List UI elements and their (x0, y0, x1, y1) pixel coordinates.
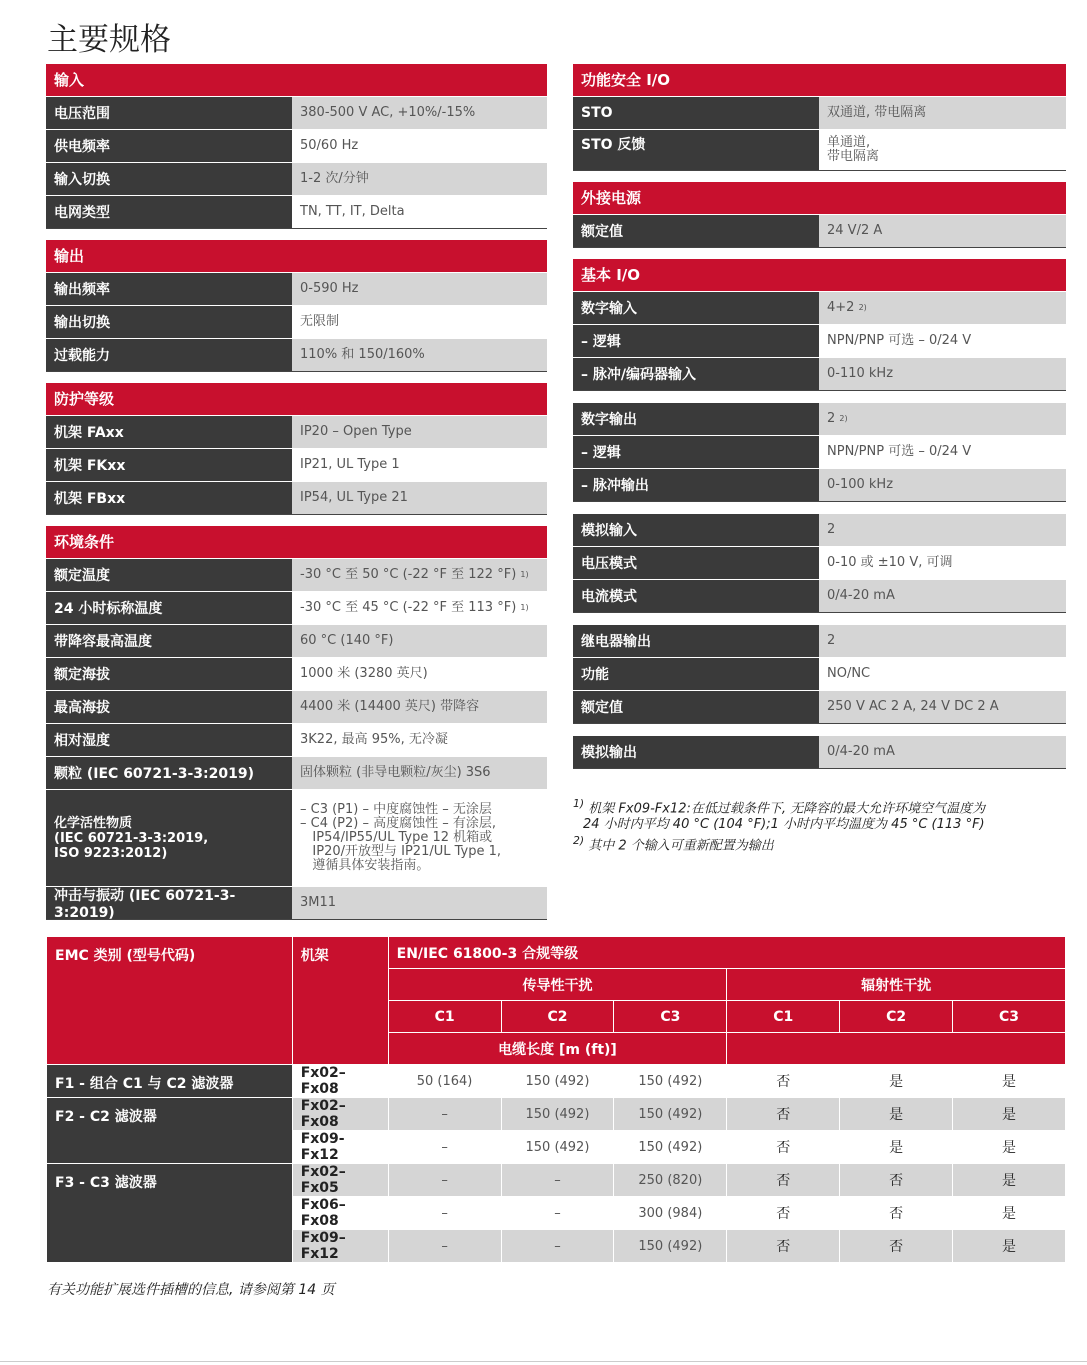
spec-section (573, 735, 1066, 769)
spec-value-text: 0-110 kHz (827, 366, 894, 381)
spec-row (573, 214, 1066, 248)
emc-cell: 150 (492) (501, 1065, 614, 1098)
emc-cell: 否 (727, 1131, 840, 1164)
spec-value-text: 2 (827, 522, 836, 537)
spec-value (819, 358, 1066, 390)
spec-section (573, 513, 1066, 613)
emc-class-header: C1 (727, 1001, 840, 1033)
emc-frame: Fx06–Fx08 (292, 1197, 388, 1230)
spec-label: 电压模式 (573, 547, 819, 579)
spec-row (46, 657, 547, 690)
emc-table (46, 936, 1066, 1263)
spec-row (46, 624, 547, 657)
emc-cell: – (388, 1164, 501, 1197)
emc-frame: Fx02–Fx08 (292, 1098, 388, 1131)
spec-value (292, 482, 547, 514)
spec-value-text: 380-500 V AC, +10%/-15% (300, 105, 476, 120)
spec-row (573, 624, 1066, 657)
spec-row (46, 756, 547, 789)
spec-value (819, 436, 1066, 468)
spec-label: 机架 FAxx (46, 416, 292, 448)
emc-cell: 150 (492) (501, 1098, 614, 1131)
spec-section (46, 526, 547, 920)
emc-cell: – (501, 1197, 614, 1230)
spec-label: 数字输出 (573, 403, 819, 435)
emc-cell: 是 (953, 1230, 1066, 1263)
spec-value-text: NO/NC (827, 666, 871, 681)
spec-row (46, 195, 547, 229)
spec-value (819, 403, 1066, 435)
spec-value-text: 3M11 (300, 895, 337, 910)
emc-frame: Fx09-Fx12 (292, 1131, 388, 1164)
spec-value-text: -30 °C 至 50 °C (-22 °F 至 122 °F) (300, 567, 517, 582)
spec-section (573, 182, 1066, 248)
spec-row (46, 591, 547, 624)
emc-cell: 否 (727, 1164, 840, 1197)
spec-label: STO (573, 97, 819, 129)
spec-value-text: 250 V AC 2 A, 24 V DC 2 A (827, 699, 999, 714)
spec-value-text: 2 (827, 633, 836, 648)
footnote-ref: 2) (858, 303, 867, 312)
spec-value-text: 无限制 (300, 314, 340, 329)
spec-value (819, 625, 1066, 657)
emc-category: F3 - C3 滤波器 (47, 1164, 293, 1263)
section-header: 输入 (46, 64, 547, 96)
emc-cell: – (501, 1164, 614, 1197)
spec-row (573, 690, 1066, 724)
emc-header-category: EMC 类别 (型号代码) (47, 937, 293, 1065)
emc-cell: 否 (727, 1065, 840, 1098)
spec-row (573, 291, 1066, 324)
spec-label: 化学活性物质 (IEC 60721-3-3:2019, ISO 9223:2012) (46, 790, 292, 886)
section-header: 防护等级 (46, 383, 547, 415)
spec-value-text: IP20 – Open Type (300, 424, 412, 439)
emc-class-header: C2 (501, 1001, 614, 1033)
spec-value-text: 2 (827, 411, 836, 426)
spec-value-text: TN, TT, IT, Delta (300, 204, 405, 219)
emc-cell: 300 (984) (614, 1197, 727, 1230)
spec-value-text: 4400 米 (14400 英尺) 带降容 (300, 699, 480, 714)
spec-row (46, 129, 547, 162)
emc-cell: – (388, 1098, 501, 1131)
spec-row (46, 789, 547, 886)
spec-row (46, 272, 547, 305)
spec-section (46, 240, 547, 372)
emc-cell: 150 (492) (614, 1230, 727, 1263)
emc-cell: 是 (953, 1164, 1066, 1197)
spec-value-text: 0/4-20 mA (827, 588, 895, 603)
spec-section (46, 64, 547, 229)
spec-value (819, 514, 1066, 546)
spec-value-text: 1-2 次/分钟 (300, 171, 369, 186)
spec-row (46, 448, 547, 481)
spec-row (573, 579, 1066, 613)
spec-value (292, 306, 547, 338)
spec-value-text: NPN/PNP 可选 – 0/24 V (827, 333, 972, 348)
spec-label: STO 反馈 (573, 130, 819, 170)
emc-row (47, 1065, 1066, 1098)
spec-value (292, 97, 547, 129)
spec-row (573, 468, 1066, 502)
spec-value (292, 691, 547, 723)
spec-row (573, 735, 1066, 769)
spec-value-text: -30 °C 至 45 °C (-22 °F 至 113 °F) (300, 600, 517, 615)
section-header: 环境条件 (46, 526, 547, 558)
emc-frame: Fx02–Fx08 (292, 1065, 388, 1098)
footnote-1-line-2: 24 小时内平均 40 °C (104 °F);1 小时内平均温度为 45 °C (113 °F) (583, 817, 985, 833)
spec-value (292, 724, 547, 756)
spec-value-text: NPN/PNP 可选 – 0/24 V (827, 444, 972, 459)
spec-value (819, 658, 1066, 690)
footnote-2-mark: 2) (573, 834, 585, 848)
spec-label: 额定值 (573, 691, 819, 723)
spec-row (573, 96, 1066, 129)
spec-row (46, 305, 547, 338)
emc-header-cable-length: 电缆长度 [m (ft)] (388, 1033, 727, 1065)
spec-label: 电网类型 (46, 196, 292, 228)
spec-row (46, 96, 547, 129)
spec-row (573, 402, 1066, 435)
spec-label: 颗粒 (IEC 60721-3-3:2019) (46, 757, 292, 789)
emc-header-frame: 机架 (292, 937, 388, 1065)
spec-value (292, 790, 547, 886)
emc-cell: 是 (953, 1131, 1066, 1164)
spec-row (46, 886, 547, 920)
spec-value (819, 97, 1066, 129)
spec-value (292, 887, 547, 919)
emc-cell: 150 (492) (614, 1098, 727, 1131)
spec-value (292, 559, 547, 591)
spec-section (573, 624, 1066, 724)
emc-cell: 150 (492) (614, 1131, 727, 1164)
spec-row (46, 690, 547, 723)
spec-label: 输出切换 (46, 306, 292, 338)
spec-value-text: IP54, UL Type 21 (300, 490, 408, 505)
emc-frame: Fx09–Fx12 (292, 1230, 388, 1263)
spec-row (573, 546, 1066, 579)
emc-header-blank (727, 1033, 1066, 1065)
emc-cell: 是 (840, 1131, 953, 1164)
spec-value-text: 50/60 Hz (300, 138, 359, 153)
footnote-1-mark: 1) (573, 797, 585, 810)
spec-label: 输出频率 (46, 273, 292, 305)
footer-note: 有关功能扩展选件插槽的信息, 请参阅第 14 页 (47, 1282, 335, 1298)
emc-cell: 是 (953, 1197, 1066, 1230)
emc-cell: 50 (164) (388, 1065, 501, 1098)
spec-value (819, 691, 1066, 723)
spec-label: – 脉冲输出 (573, 469, 819, 501)
spec-value-text: 双通道, 带电隔离 (827, 105, 927, 120)
footnote-1-line-1: 机架 Fx09-Fx12:在低过载条件下, 无降容的最大允许环境空气温度为 (588, 801, 986, 817)
spec-label: 最高海拔 (46, 691, 292, 723)
spec-label: 24 小时标称温度 (46, 592, 292, 624)
section-header: 基本 I/O (573, 259, 1066, 291)
emc-class-header: C1 (388, 1001, 501, 1033)
emc-class-header: C3 (614, 1001, 727, 1033)
emc-cell: 150 (492) (614, 1065, 727, 1098)
spec-value (292, 757, 547, 789)
spec-row (573, 513, 1066, 546)
spec-row (46, 162, 547, 195)
emc-cell: – (388, 1230, 501, 1263)
left-spec-column (46, 64, 547, 931)
spec-value (292, 196, 547, 228)
spec-value (819, 547, 1066, 579)
spec-label: 冲击与振动 (IEC 60721-3-3:2019) (46, 887, 292, 919)
spec-value-text: 24 V/2 A (827, 223, 883, 238)
spec-label: – 逻辑 (573, 436, 819, 468)
spec-label: 额定值 (573, 215, 819, 247)
emc-cell: 否 (840, 1164, 953, 1197)
footnote-ref: 1) (520, 570, 529, 579)
spec-value (819, 292, 1066, 324)
spec-row (573, 129, 1066, 171)
footnote-2: 其中 2 个输入可重新配置为输出 (588, 838, 774, 854)
spec-value (819, 736, 1066, 768)
section-header: 外接电源 (573, 182, 1066, 214)
spec-value-text: 0-10 或 ±10 V, 可调 (827, 555, 953, 570)
spec-label: 电流模式 (573, 580, 819, 612)
spec-label: 额定海拔 (46, 658, 292, 690)
spec-value (292, 163, 547, 195)
spec-row (573, 435, 1066, 468)
footnote-ref: 2) (839, 414, 848, 423)
emc-cell: 否 (840, 1230, 953, 1263)
emc-cell: 是 (840, 1065, 953, 1098)
spec-section (573, 64, 1066, 171)
spec-label: 模拟输出 (573, 736, 819, 768)
footnotes (573, 796, 1066, 855)
emc-cell: – (388, 1131, 501, 1164)
spec-value-text: 0-100 kHz (827, 477, 894, 492)
spec-value (292, 592, 547, 624)
spec-section (573, 259, 1066, 391)
emc-class-header: C2 (840, 1001, 953, 1033)
spec-value (819, 469, 1066, 501)
spec-value (292, 625, 547, 657)
spec-value-text: IP21, UL Type 1 (300, 457, 400, 472)
emc-row (47, 1164, 1066, 1197)
spec-value (292, 416, 547, 448)
spec-value (292, 273, 547, 305)
spec-label: 带降容最高温度 (46, 625, 292, 657)
emc-cell: 否 (727, 1230, 840, 1263)
spec-label: 机架 FKxx (46, 449, 292, 481)
spec-value-text: 4+2 (827, 300, 855, 315)
section-header: 功能安全 I/O (573, 64, 1066, 96)
emc-category: F2 - C2 滤波器 (47, 1098, 293, 1164)
emc-cell: – (388, 1197, 501, 1230)
spec-row (573, 657, 1066, 690)
spec-label: 输入切换 (46, 163, 292, 195)
spec-row (573, 324, 1066, 357)
spec-row (46, 481, 547, 515)
spec-label: 继电器输出 (573, 625, 819, 657)
spec-label: 供电频率 (46, 130, 292, 162)
spec-label: 电压范围 (46, 97, 292, 129)
spec-value-text: 0-590 Hz (300, 281, 359, 296)
emc-cell: 否 (840, 1197, 953, 1230)
spec-label: 机架 FBxx (46, 482, 292, 514)
spec-value (292, 130, 547, 162)
spec-value (819, 215, 1066, 247)
spec-value (292, 449, 547, 481)
emc-cell: 否 (727, 1197, 840, 1230)
spec-label: – 逻辑 (573, 325, 819, 357)
emc-row (47, 1098, 1066, 1131)
spec-label: 过载能力 (46, 339, 292, 371)
emc-cell: – (501, 1230, 614, 1263)
spec-label: 模拟输入 (573, 514, 819, 546)
emc-header-standard: EN/IEC 61800-3 合规等级 (388, 937, 1065, 969)
emc-header-radiated: 辐射性干扰 (727, 969, 1066, 1001)
spec-section (46, 383, 547, 515)
spec-label: – 脉冲/编码器输入 (573, 358, 819, 390)
spec-value-text: – C3 (P1) – 中度腐蚀性 – 无涂层 – C4 (P2) – 高度腐蚀性 – 有涂层, IP54/IP55/UL Type 12 机箱或 IP20/开放型与 IP21/UL Type 1, 遵循具体安装指南。 (300, 802, 502, 873)
section-header: 输出 (46, 240, 547, 272)
footnote-ref: 1) (520, 603, 529, 612)
right-spec-column (573, 64, 1066, 780)
emc-class-header: C3 (953, 1001, 1066, 1033)
spec-row (46, 338, 547, 372)
spec-value (819, 130, 1066, 170)
spec-section (573, 402, 1066, 502)
spec-value-text: 1000 米 (3280 英尺) (300, 666, 428, 681)
emc-cell: 250 (820) (614, 1164, 727, 1197)
spec-row (46, 415, 547, 448)
spec-row (46, 723, 547, 756)
emc-cell: 是 (953, 1098, 1066, 1131)
emc-header-conducted: 传导性干扰 (388, 969, 727, 1001)
spec-value (819, 325, 1066, 357)
spec-label: 额定温度 (46, 559, 292, 591)
spec-value-text: 110% 和 150/160% (300, 347, 425, 362)
spec-row (573, 357, 1066, 391)
spec-value-text: 3K22, 最高 95%, 无冷凝 (300, 732, 448, 747)
emc-frame: Fx02–Fx05 (292, 1164, 388, 1197)
spec-value-text: 单通道, 带电隔离 (827, 135, 880, 164)
spec-label: 相对湿度 (46, 724, 292, 756)
spec-row (46, 558, 547, 591)
page-bottom-divider (0, 1361, 1087, 1362)
emc-cell: 否 (727, 1098, 840, 1131)
spec-label: 功能 (573, 658, 819, 690)
emc-cell: 150 (492) (501, 1131, 614, 1164)
spec-label: 数字输入 (573, 292, 819, 324)
spec-value (292, 658, 547, 690)
spec-value-text: 0/4-20 mA (827, 744, 895, 759)
emc-cell: 是 (840, 1098, 953, 1131)
spec-value-text: 固体颗粒 (非导电颗粒/灰尘) 3S6 (300, 765, 491, 780)
spec-value (292, 339, 547, 371)
emc-cell: 是 (953, 1065, 1066, 1098)
spec-value (819, 580, 1066, 612)
page-title: 主要规格 (47, 22, 171, 58)
emc-category: F1 - 组合 C1 与 C2 滤波器 (47, 1065, 293, 1098)
spec-value-text: 60 °C (140 °F) (300, 633, 394, 648)
